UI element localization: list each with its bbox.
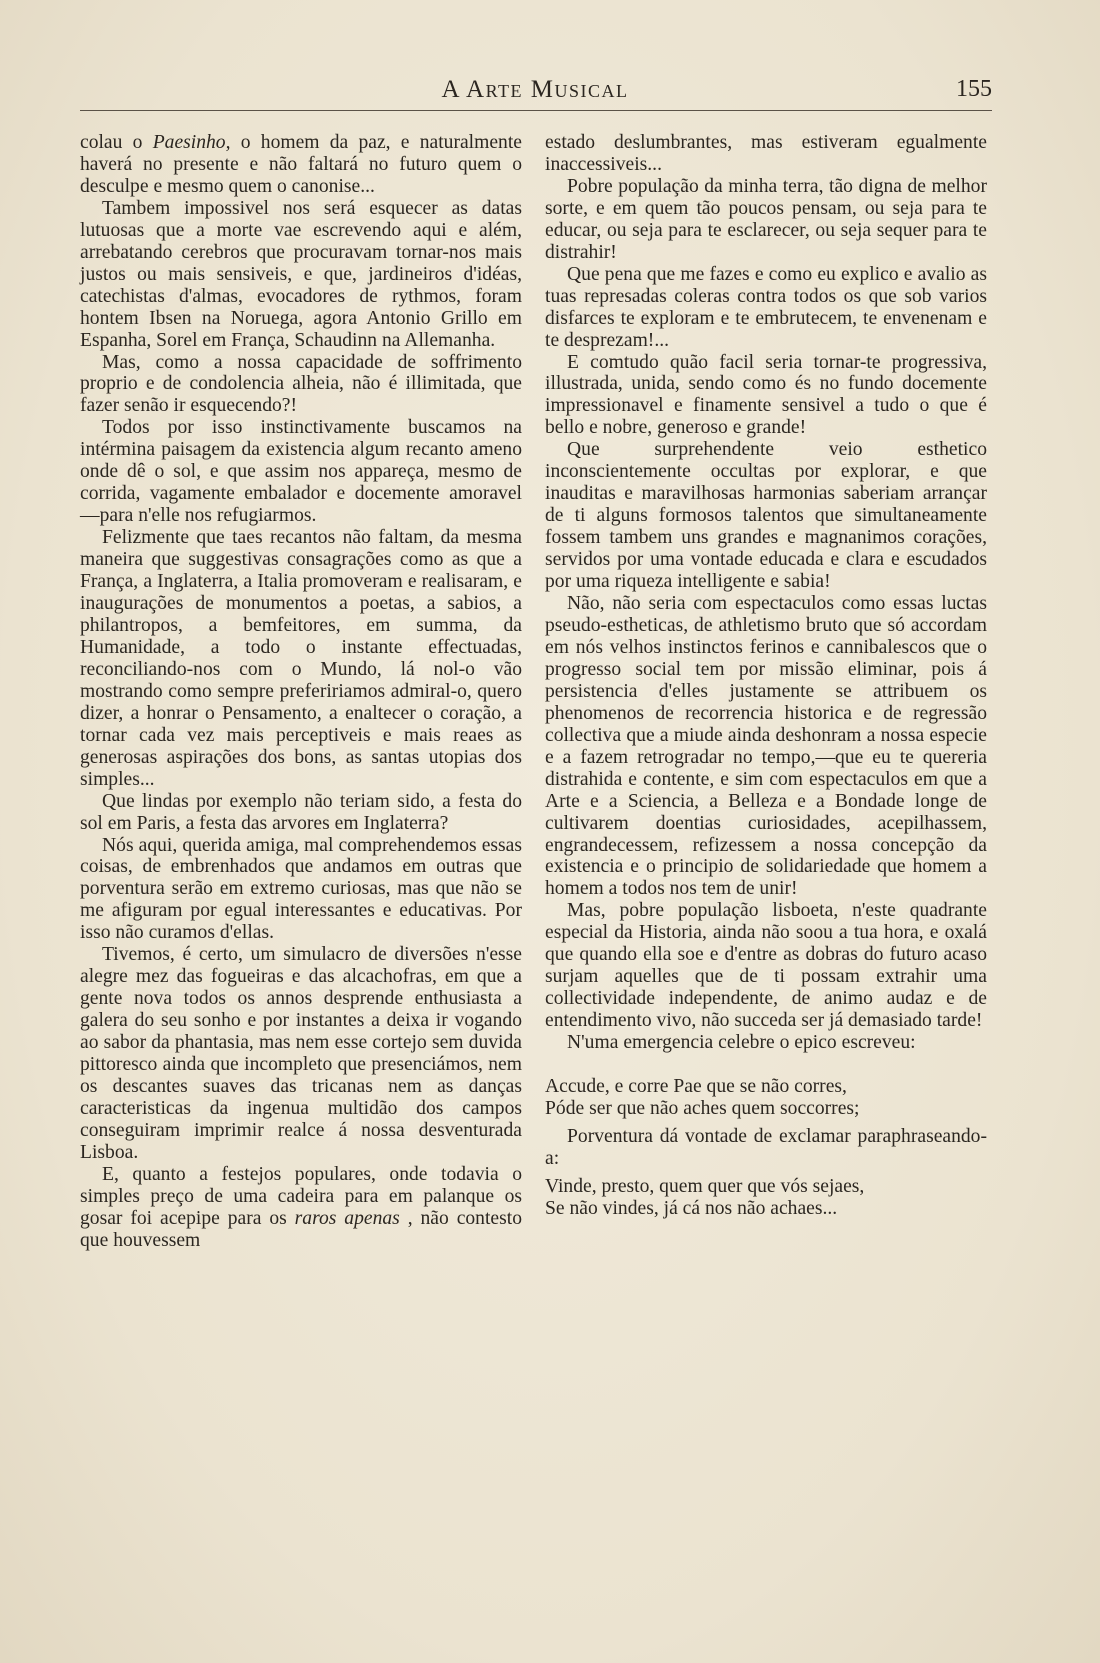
paragraph: Mas, pobre população lisboeta, n'este quadrante especial da Historia, ainda não soou a tua hora, e oxalá que quando ella soe e d'entre as dobras do futuro acaso surjam aquelles que de ti possam extrahir uma collectividade independente, de animo audaz e de entendimento vivo, não succeda ser já demasiado tarde! [545, 900, 987, 1032]
paragraph: Que lindas por exemplo não teriam sido, a festa do sol em Paris, a festa das arvores em Inglaterra? [80, 790, 522, 834]
italic-phrase: raros apenas [294, 1207, 400, 1229]
italic-name: Paesinho, [152, 132, 231, 153]
text-run: E, quanto a festejos populares, onde todavia o simples preço de uma cadeira para em palanque os gosar foi acepipe para os [80, 1163, 522, 1229]
right-column [545, 132, 987, 1220]
paragraph: E comtudo quão facil seria tornar-te progressiva, illustrada, unida, sendo como és no fundo docemente impressionavel e finamente sensivel a tudo o que é bello e nobre, generoso e grande! [545, 351, 987, 439]
text-run: , não contesto que houvessem [80, 1207, 522, 1251]
verse-line: Vinde, presto, quem quer que vós sejaes, [545, 1175, 865, 1197]
paragraph: Tambem impossivel nos será esquecer as datas lutuosas que a morte vae escrevendo aqui e além, arrebatando cerebros que procuravam tornar-nos mais justos ou mais sensiveis, e que, jardineiros d'idéas, catechistas d'almas, evocadores de rythmos, foram hontem Ibsen na Noruega, agora Antonio Grillo em Espanha, Sorel em França, Schaudinn na Allemanha. [80, 197, 522, 351]
paragraph: Nós aqui, querida amiga, mal comprehendemos essas coisas, de embrenhados que andamos em outras que porventura serão em extremo curiosas, mas que não se me afiguram por egual interessantes e educativas. Por isso não curamos d'ellas. [80, 834, 522, 944]
paragraph: Todos por isso instinctivamente buscamos na intérmina paisagem da existencia algum recanto ameno onde dê o sol, e que assim nos appareça, mesmo de corrida, vagamente embalador e docemente amoravel —para n'elle nos refugiarmos. [80, 417, 522, 527]
paragraph: Mas, como a nossa capacidade de soffrimento proprio e de condolencia alheia, não é illimitada, que fazer senão ir esquecendo?! [80, 351, 522, 417]
verse-line: Se não vindes, já cá nos não achaes... [545, 1197, 838, 1219]
paragraph [80, 132, 522, 198]
paragraph: Que surprehendente veio esthetico inconscientemente occultas por explorar, e que inauditas e maravilhosas harmonias saberiam arrançar de ti alguns formosos talentos que simultaneamente fossem tambem uns grandes e magnanimos corações, servidos por uma vontade educada e clara e escudados por uma riqueza intelligente e sabia! [545, 439, 987, 593]
paragraph: Porventura dá vontade de exclamar paraphraseando-a: [545, 1125, 987, 1169]
paragraph: N'uma emergencia celebre o epico escreveu: [567, 1032, 916, 1054]
journal-title: A Arte Musical [441, 76, 629, 103]
paragraph: estado deslumbrantes, mas estiveram egualmente inaccessiveis... [545, 132, 987, 175]
header-rule [80, 110, 992, 111]
verse-line: Accude, e corre Pae que se não corres, [545, 1076, 847, 1098]
spacer [545, 1054, 987, 1076]
paragraph: Felizmente que taes recantos não faltam, da mesma maneira que suggestivas consagrações como as que a França, a Inglaterra, a Italia promoveram e realisaram, e inaugurações de monumentos a poetas, a sabios, a philantropos, a bemfeitores, em summa, da Humanidade, a todo o instante effectuadas, reconciliando-nos com o Mundo, lá nol-o vão mostrando como sempre prefeririamos admiral-o, quero dizer, a honrar o Pensamento, a enaltecer o coração, a tornar cada vez mais perceptiveis e mais reaes as generosas aspirações dos bons, as santas utopias dos simples... [80, 527, 522, 790]
left-column [80, 132, 522, 1252]
text-run: colau o [80, 132, 153, 153]
text-run: o homem da paz, e naturalmente haverá no presente e não faltará no futuro quem o desculpe e mesmo quem o canonise... [80, 132, 522, 197]
paragraph: Não, não seria com espectaculos como essas luctas pseudo-estheticas, de athletismo bruto que só accordam em nós velhos instinctos ferinos e cannibalescos que o progresso social tem por missão eliminar, pois á persistencia d'elles justamente se attribuem os phenomenos de recorrencia historica e de regressão collectiva que a miude ainda deshonram a nossa especie e a fazem retrogradar no tempo,—que eu te quereria distrahida e contente, e sim com espectaculos em que a Arte e a Sciencia, a Belleza e a Bondade longe de cultivarem doentias curiosidades, acepilhassem, engrandecessem, refizessem a nossa concepção da existencia e o principio de solidariedade que homem a homem a todos nos tem de unir! [545, 593, 987, 900]
paragraph [80, 1164, 522, 1252]
page-number: 155 [956, 76, 992, 102]
running-header [80, 72, 990, 106]
verse-line: Póde ser que não aches quem soccorres; [545, 1097, 860, 1119]
paragraph: Tivemos, é certo, um simulacro de diversões n'esse alegre mez das fogueiras e das alcachofras, em que a gente nova todos os annos desprende enthusiasta a galera do seu sonho e por instantes a deixa ir vogando ao sabor da phantasia, mas nem esse cortejo sem duvida pittoresco ainda que incompleto que presenciámos, nem os descantes suaves das tricanas nem as danças caracteristicas da ingenua multidão dos campos conseguiram imprimir realce á nossa desventurada Lisboa. [80, 944, 522, 1163]
paragraph: Que pena que me fazes e como eu explico e avalio as tuas represadas coleras contra todos os que sob varios disfarces te exploram e te embrutecem, te envenenam e te desprezam!... [545, 263, 987, 351]
paragraph: Pobre população da minha terra, tão digna de melhor sorte, e em quem tão poucos pensam, ou seja para te educar, ou seja para te esclarecer, ou seja sequer para te distrahir! [545, 175, 987, 263]
